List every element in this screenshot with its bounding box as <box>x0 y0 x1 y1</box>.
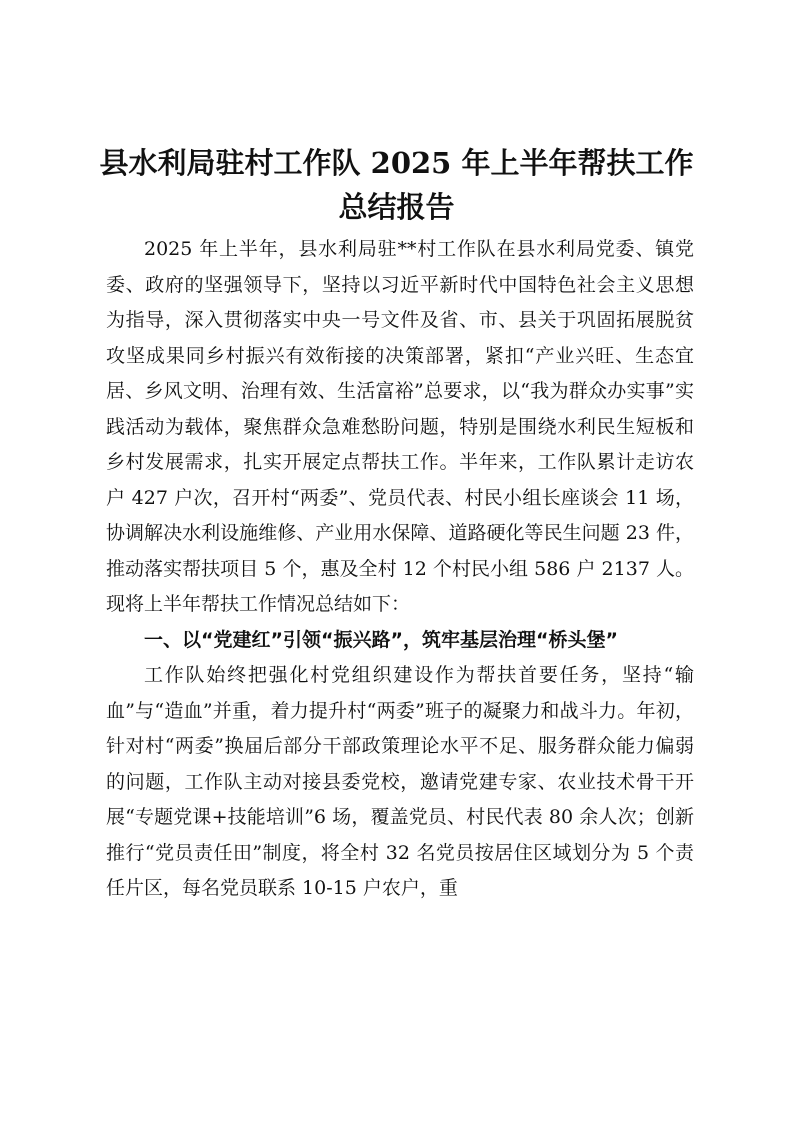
document-body <box>106 232 694 907</box>
section-heading-1: 一、以“党建红”引领“振兴路”，筑牢基层治理“桥头堡” <box>144 628 618 651</box>
section-1-paragraph: 工作队始终把强化村党组织建设作为帮扶首要任务，坚持“输血”与“造血”并重，着力提升村“两委”班子的凝聚力和战斗力。年初，针对村“两委”换届后部分干部政策理论水平不足、服务群众能力偏弱的问题，工作队主动对接县委党校，邀请党建专家、农业技术骨干开展“专题党课+技能培训”6 场，覆盖党员、村民代表 80 余人次；创新推行“党员责任田”制度，将全村 32 名党员按居住区域划分为 5 个责任片区，每名党员联系 10-15 户农户，重 <box>106 664 694 899</box>
intro-paragraph: 2025 年上半年，县水利局驻**村工作队在县水利局党委、镇党委、政府的坚强领导下，坚持以习近平新时代中国特色社会主义思想为指导，深入贯彻落实中央一号文件及省、市、县关于巩固拓展脱贫攻坚成果同乡村振兴有效衔接的决策部署，紧扣“产业兴旺、生态宜居、乡风文明、治理有效、生活富裕”总要求，以“我为群众办实事”实践活动为载体，聚焦群众急难愁盼问题，特别是围绕水利民生短板和乡村发展需求，扎实开展定点帮扶工作。半年来，工作队累计走访农户 427 户次，召开村“两委”、党员代表、村民小组长座谈会 11 场，协调解决水利设施维修、产业用水保障、道路硬化等民生问题 23 件，推动落实帮扶项目 5 个，惠及全村 12 个村民小组 586 户 2137 人。现将上半年帮扶工作情况总结如下： <box>106 238 694 615</box>
document-title-line-1: 县水利局驻村工作队 2025 年上半年帮扶工作 <box>99 146 694 180</box>
document-title-line-2: 总结报告 <box>338 190 455 224</box>
